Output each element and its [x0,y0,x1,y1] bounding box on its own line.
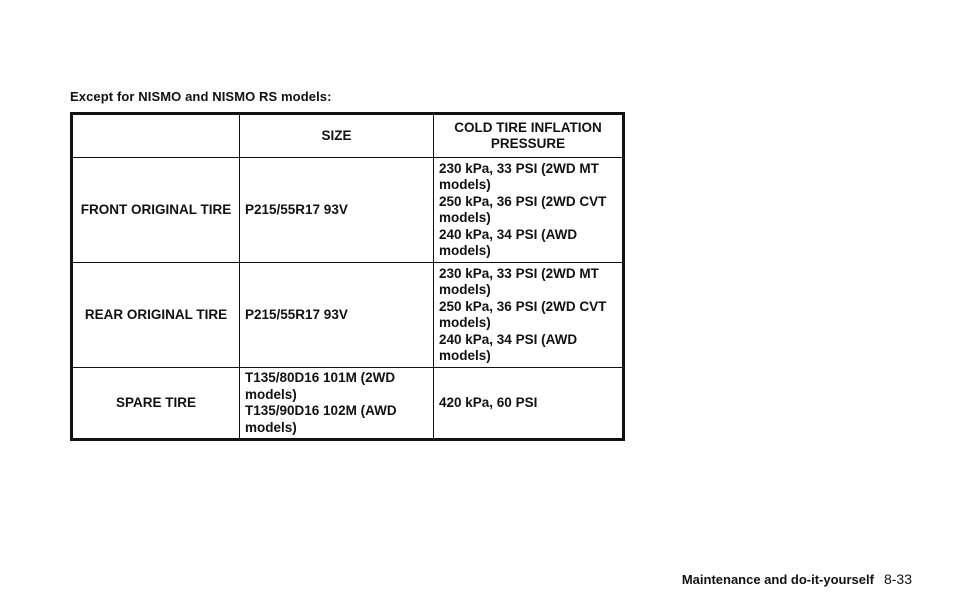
header-pressure-line2: PRESSURE [490,136,566,151]
page-number: 8-33 [883,571,912,587]
pressure-cell [434,368,624,440]
row-label: SPARE TIRE [72,368,240,440]
pressure-cell [434,263,624,368]
table-row-front-original-tire [72,158,624,263]
pressure-line: 230 kPa, 33 PSI (2WD MT [439,160,599,176]
row-label: FRONT ORIGINAL TIRE [72,158,240,263]
size-line: P215/55R17 93V [245,201,348,217]
size-cell [240,368,434,440]
page-footer [682,571,912,587]
pressure-line: models) [439,243,491,258]
table-row-rear-original-tire [72,263,624,368]
size-cell [240,158,434,263]
header-pressure [434,114,624,158]
pressure-line: 250 kPa, 36 PSI (2WD CVT [439,298,607,314]
pressure-line: 230 kPa, 33 PSI (2WD MT [439,265,599,281]
footer-section-title: Maintenance and do-it-yourself [681,572,874,587]
table-heading: Except for NISMO and NISMO RS models: [70,89,332,104]
pressure-cell [434,158,624,263]
pressure-line: models) [439,210,491,225]
size-line: models) [245,386,297,402]
size-line: models) [245,419,297,435]
pressure-line: 240 kPa, 34 PSI (AWD [439,226,578,242]
header-pressure-line1: COLD TIRE INFLATION [454,119,602,135]
size-line: T135/90D16 102M (AWD [245,403,397,418]
header-label-cell [72,114,240,158]
header-row [72,114,624,158]
pressure-line: 250 kPa, 36 PSI (2WD CVT [439,193,607,209]
pressure-line: models) [439,177,491,192]
table-row-spare-tire [72,368,624,440]
row-label: REAR ORIGINAL TIRE [72,263,240,368]
pressure-line: models) [439,282,491,297]
pressure-line: 420 kPa, 60 PSI [439,394,538,410]
tire-pressure-table [70,112,625,441]
header-size: SIZE [240,114,434,158]
size-line: T135/80D16 101M (2WD [245,370,396,385]
pressure-line: models) [439,348,491,363]
pressure-line: models) [439,315,491,330]
size-line: P215/55R17 93V [245,306,348,322]
pressure-line: 240 kPa, 34 PSI (AWD [439,331,578,347]
size-cell [240,263,434,368]
